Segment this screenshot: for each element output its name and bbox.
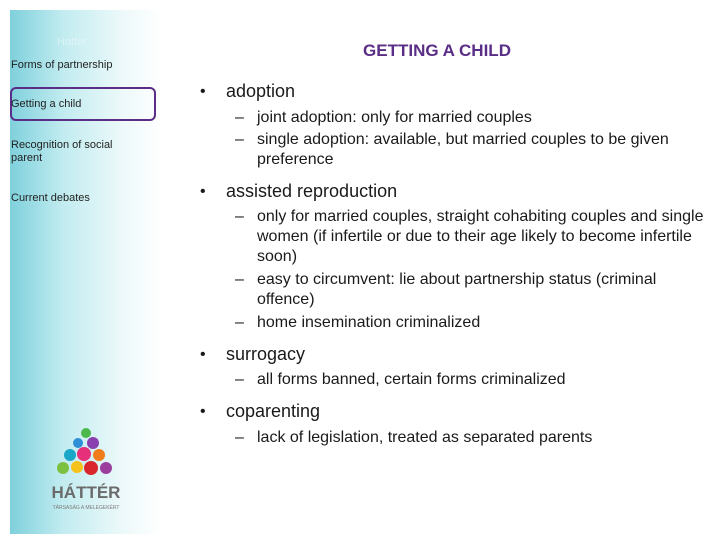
bullet-icon: • xyxy=(200,183,206,200)
sidebar-item-getting-a-child[interactable]: Getting a child xyxy=(11,98,82,110)
bullet-adoption: • adoption xyxy=(200,81,296,101)
sub-item: – joint adoption: only for married couples xyxy=(235,109,532,126)
sidebar-item-forms-of-partnership[interactable]: Forms of partnership xyxy=(11,59,113,71)
bullet-surrogacy: • surrogacy xyxy=(200,344,306,364)
bullet-coparenting: • coparenting xyxy=(200,401,321,421)
sub-item: – only for married couples, straight cohabiting couples and single women (if infertile or due to their age likely to become infertile soon) xyxy=(235,208,704,265)
hatter-logo xyxy=(36,425,136,525)
dots-triangle-icon xyxy=(57,428,112,475)
sidebar-item-recognition-of-social-parent[interactable]: Recognition of social parent xyxy=(11,139,113,164)
sub-item: – all forms banned, certain forms criminalized xyxy=(235,371,566,388)
bullet-icon: • xyxy=(200,403,206,420)
logo-tagline: TÁRSASÁG A MELEGEKÉRT xyxy=(52,505,120,511)
sub-item: – home insemination criminalized xyxy=(235,314,481,331)
sidebar-item-current-debates[interactable]: Current debates xyxy=(11,192,90,204)
bullet-icon: • xyxy=(200,346,206,363)
sub-item: – single adoption: available, but married couples to be given preference xyxy=(235,131,669,168)
sidebar-header: Hatter xyxy=(57,36,87,48)
bullet-assisted-reproduction: • assisted reproduction xyxy=(200,181,398,201)
sub-item: – easy to circumvent: lie about partnership status (criminal offence) xyxy=(235,271,657,308)
sub-item: – lack of legislation, treated as separated parents xyxy=(235,429,593,446)
logo-name: HÁTTÉR xyxy=(51,483,121,502)
page-title: GETTING A CHILD xyxy=(363,41,511,60)
bullet-icon: • xyxy=(200,83,206,100)
